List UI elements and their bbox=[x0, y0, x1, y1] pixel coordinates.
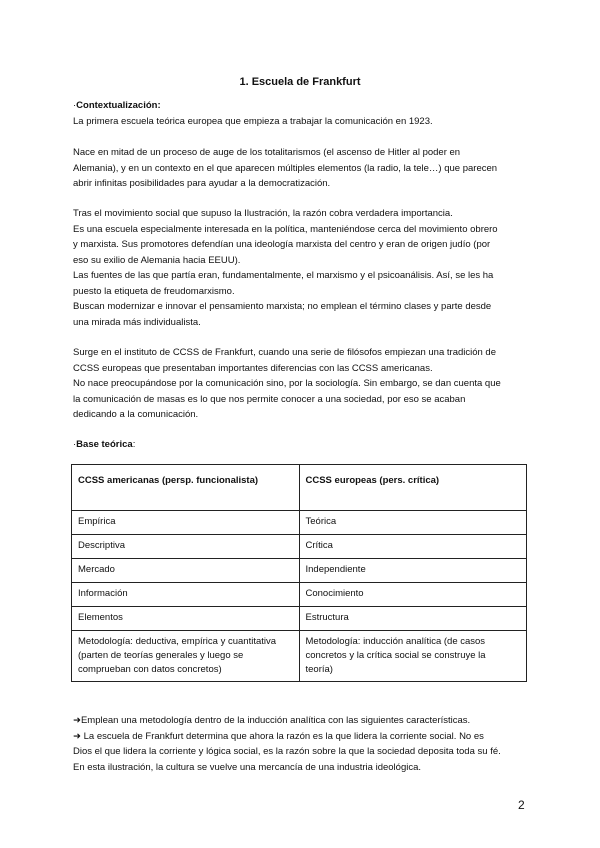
conclusion-line: En esta ilustración, la cultura se vuelve una mercancía de una industria ideológica. bbox=[73, 761, 422, 773]
conclusion-text: Emplean una metodología dentro de la inducción analítica con las siguientes características. bbox=[80, 715, 471, 726]
paragraph-line: Es una escuela especialmente interesada en la política, manteniéndose cerca del movimiento obrero bbox=[73, 223, 498, 235]
paragraph-line: y marxista. Sus promotores defendían una ideología marxista del centro y eran de origen judío (por bbox=[73, 239, 491, 250]
table-cell: Teórica bbox=[299, 511, 527, 535]
cell-line: teoría) bbox=[305, 664, 333, 675]
paragraph-line: Las fuentes de las que partía eran, fundamentalmente, el marxismo y el psicoanálisis. Así, se les ha bbox=[73, 270, 494, 281]
table-row bbox=[72, 583, 527, 607]
table-cell bbox=[299, 631, 527, 682]
conclusion-line bbox=[73, 729, 535, 745]
header-european: CCSS europeas (pers. crítica) bbox=[299, 465, 527, 511]
table-cell: Crítica bbox=[299, 535, 527, 559]
paragraph-line: CCSS europeas que presentaban importantes diferencias con las CCSS americanas. bbox=[73, 362, 433, 374]
table-cell: Empírica bbox=[72, 511, 300, 535]
context-heading: Contextualización: bbox=[76, 100, 161, 111]
paragraph-line: puesto la etiqueta de freudomarxismo. bbox=[73, 285, 235, 297]
paragraph-line: la comunicación de masas es lo que nos permite conocer a una sociedad, por eso se acaban bbox=[73, 393, 466, 405]
table-cell: Estructura bbox=[299, 607, 527, 631]
paragraph-line: Nace en mitad de un proceso de auge de los totalitarismos (el ascenso de Hitler al poder en bbox=[73, 147, 461, 158]
table-row bbox=[72, 535, 527, 559]
table-row bbox=[72, 511, 527, 535]
table-cell: Conocimiento bbox=[299, 583, 527, 607]
cell-line: comprueban con datos concretos) bbox=[78, 664, 222, 675]
cell-line: Metodología: inducción analítica (de casos bbox=[305, 636, 486, 647]
paragraph-4 bbox=[73, 345, 535, 423]
paragraph-line: Surge en el instituto de CCSS de Frankfurt, cuando una serie de filósofos empiezan una tradición de bbox=[73, 347, 497, 358]
paragraph-line: una mirada más individualista. bbox=[73, 316, 201, 328]
table-row bbox=[72, 559, 527, 583]
cell-line: concretos y la crítica social se construye la bbox=[305, 650, 486, 661]
base-heading: Base teórica bbox=[76, 439, 133, 450]
paragraph-3 bbox=[73, 206, 535, 330]
table-cell: Información bbox=[72, 583, 300, 607]
table-cell: Mercado bbox=[72, 559, 300, 583]
cell-line: Metodología: deductiva, empírica y cuantitativa bbox=[78, 636, 277, 647]
comparison-table bbox=[71, 464, 527, 682]
paragraph-line: Buscan modernizar e innovar el pensamiento marxista; no emplean el término clases y parte desde bbox=[73, 301, 492, 312]
table-row-methodology bbox=[72, 631, 527, 682]
table-row bbox=[72, 607, 527, 631]
context-section bbox=[73, 98, 535, 129]
paragraph-line: abrir infinitas posibilidades para ayudar a la democratización. bbox=[73, 178, 331, 189]
conclusion-line bbox=[73, 713, 535, 729]
paragraph-line: eso su exilio de Alemania hacia EEUU). bbox=[73, 254, 241, 266]
arrow-icon: ➜ bbox=[73, 715, 81, 726]
page-number: 2 bbox=[518, 798, 525, 812]
base-heading-line bbox=[73, 437, 535, 453]
conclusion-line: Dios el que lidera la corriente y lógica social, es la razón sobre la que la sociedad deposita toda su fé. bbox=[73, 746, 501, 757]
base-section bbox=[73, 437, 535, 453]
paragraph-line: No nace preocupándose por la comunicación sino, por la sociología. Sin embargo, se dan cuenta que bbox=[73, 378, 501, 389]
table-cell: Descriptiva bbox=[72, 535, 300, 559]
paragraph-2 bbox=[73, 145, 535, 192]
paragraph-line: Alemania), y en un contexto en el que aparecen múltiples elementos (la radio, la tele…) que parecen bbox=[73, 162, 498, 174]
paragraph-line: La primera escuela teórica europea que empieza a trabajar la comunicación en 1923. bbox=[73, 115, 433, 127]
paragraph-line: Tras el movimiento social que supuso la Ilustración, la razón cobra verdadera importancia. bbox=[73, 208, 453, 219]
paragraph-line: dedicando a la comunicación. bbox=[73, 409, 199, 420]
header-american: CCSS americanas (persp. funcionalista) bbox=[72, 465, 300, 511]
section-title: 1. Escuela de Frankfurt bbox=[239, 76, 361, 88]
bullet-dot: · bbox=[73, 100, 77, 111]
table-header-row bbox=[72, 465, 527, 511]
table-cell bbox=[72, 631, 300, 682]
table-cell: Independiente bbox=[299, 559, 527, 583]
conclusions-section bbox=[73, 713, 535, 775]
bullet-dot: · bbox=[73, 439, 77, 450]
table-cell: Elementos bbox=[72, 607, 300, 631]
arrow-icon: ➜ bbox=[73, 730, 81, 742]
conclusion-text: La escuela de Frankfurt determina que ahora la razón es la que lidera la corriente social. No es bbox=[80, 730, 484, 742]
cell-line: (parten de teorías generales y luego se bbox=[78, 650, 244, 661]
base-heading-colon: : bbox=[132, 439, 136, 450]
context-heading-line bbox=[73, 98, 535, 114]
